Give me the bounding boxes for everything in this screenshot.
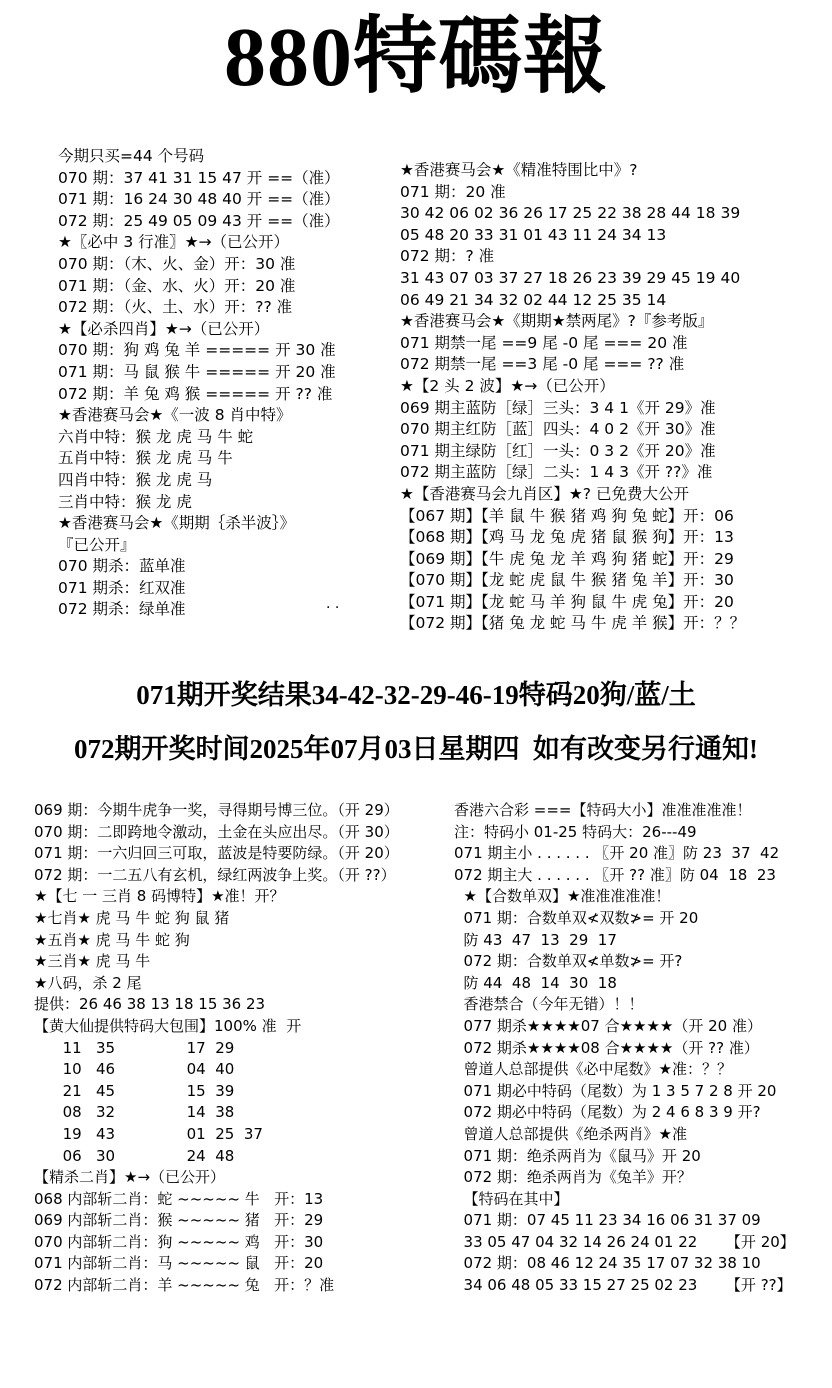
left-bottom-line: 提供：26 46 38 13 18 15 36 23: [34, 995, 266, 1014]
right-top-line: 【071 期】【龙 蛇 马 羊 狗 鼠 牛 虎 兔】开：20: [400, 592, 734, 611]
left-top-line: 六肖中特：猴 龙 虎 马 牛 蛇: [58, 427, 254, 446]
left-bottom-line: 072 内部斩二肖：羊 ~~~~~ 兔 开：？准: [34, 1276, 335, 1295]
right-top-line: 【069 期】【牛 虎 兔 龙 羊 鸡 狗 猪 蛇】开：29: [400, 549, 734, 568]
right-top-line: 【067 期】【羊 鼠 牛 猴 猪 鸡 狗 兔 蛇】开：06: [400, 506, 734, 525]
right-top-line: ★香港赛马会★《精准特围比中》?: [400, 161, 638, 179]
left-bottom-line: 08 32 14 38: [34, 1103, 235, 1122]
left-bottom-line: 19 43 01 25 37: [34, 1124, 263, 1143]
left-bottom-line: ★【七 一 三肖 8 码博特】★准！开？: [34, 887, 285, 906]
right-top-line: 071 期：20 准: [400, 182, 506, 201]
left-bottom-line: 06 30 24 48: [34, 1146, 235, 1165]
right-bottom-line: 注：特码小 01-25 特码大：26---49: [454, 822, 697, 841]
page-title: 880特碼報: [223, 11, 608, 104]
right-top-line: 071 期主绿防［红］一头：0 3 2《开 20》准: [400, 441, 716, 460]
right-top-line: ★【香港赛马会九肖区】★? 已免费大公开: [400, 484, 689, 503]
notice-line: 072期开奖时间2025年07月03日星期四 如有改变另行通知!: [74, 734, 758, 764]
right-top-line: 072 期：? 准: [400, 247, 495, 266]
left-top-line: 072 期：25 49 05 09 43 开 ==（准）: [58, 211, 340, 230]
left-top-line: 071 期：16 24 30 48 40 开 ==（准）: [58, 190, 340, 209]
right-top-line: ★【2 头 2 波】★→（已公开）: [400, 376, 615, 395]
left-top-line: 070 期：37 41 31 15 47 开 ==（准）: [58, 168, 340, 187]
right-bottom-line: ★【合数单双】★准准准准准！: [454, 887, 671, 906]
stray-dots: . .: [326, 596, 340, 612]
left-bottom-line: 072 期：一二五八有玄机，绿红两波争上奖。（开 ??）: [34, 865, 396, 884]
result-line: 071期开奖结果34-42-32-29-46-19特码20狗/蓝/土: [136, 680, 696, 710]
right-top-column: [400, 160, 830, 635]
right-bottom-line: 071 期主小 . . . . . . 〖开 20 准〗防 23 37 42: [454, 844, 780, 863]
left-top-line: ★香港赛马会★《一波 8 肖中特》: [58, 406, 292, 425]
right-top-line: ★香港赛马会★《期期★禁两尾》?『参考版』: [400, 312, 714, 331]
right-top-line: 05 48 20 33 31 01 43 11 24 34 13: [400, 225, 667, 244]
right-bottom-line: 33 05 47 04 32 14 26 24 01 22 【开 20】: [454, 1232, 795, 1251]
right-top-line: 069 期主蓝防［绿］三头：3 4 1《开 29》准: [400, 398, 716, 417]
left-top-line: 071 期杀：红双准: [58, 578, 186, 597]
right-bottom-line: 071 期：绝杀两肖为《鼠马》开 20: [454, 1146, 701, 1165]
left-top-line: 071 期：马 鼠 猴 牛 ===== 开 20 准: [58, 362, 336, 381]
right-bottom-line: 香港六合彩 ===【特码大小】准准准准准！: [454, 801, 752, 819]
left-top-line: 三肖中特：猴 龙 虎: [58, 492, 192, 511]
right-top-line: 072 期主蓝防［绿］二头：1 4 3《开 ??》准: [400, 463, 713, 482]
left-bottom-line: ★三肖★ 虎 马 牛: [34, 952, 151, 971]
right-top-line: 072 期禁一尾 ==3 尾 -0 尾 === ?? 准: [400, 355, 685, 374]
right-top-line: 【072 期】【猪 兔 龙 蛇 马 牛 虎 羊 猴】开：？？: [400, 614, 746, 633]
left-bottom-line: 11 35 17 29: [34, 1038, 235, 1057]
right-top-line: 06 49 21 34 32 02 44 12 25 35 14: [400, 290, 667, 309]
right-bottom-line: 曾道人总部提供《绝杀两肖》★准: [454, 1124, 687, 1143]
left-top-line: 071 期：（金、水、火）开：20 准: [58, 276, 296, 295]
left-bottom-line: 071 期：一六归回三可取，蓝波是特要防绿。（开 20）: [34, 844, 399, 863]
right-bottom-line: 曾道人总部提供《必中尾数》★准：？？: [454, 1060, 732, 1079]
right-top-line: 070 期主红防［蓝］四头：4 0 2《开 30》准: [400, 420, 716, 439]
right-bottom-line: 072 期：08 46 12 24 35 17 07 32 38 10: [454, 1254, 761, 1273]
left-bottom-line: 【黄大仙提供特码大包围】100% 准 开: [34, 1016, 302, 1035]
left-bottom-line: 071 内部斩二肖：马 ~~~~~ 鼠 开：20: [34, 1254, 324, 1273]
left-top-line: ★香港赛马会★《期期｛杀半波｝》: [58, 514, 296, 533]
left-bottom-line: 10 46 04 40: [34, 1060, 235, 1079]
left-bottom-line: 068 内部斩二肖：蛇 ~~~~~ 牛 开：13: [34, 1189, 324, 1208]
right-bottom-line: 防 43 47 13 29 17: [454, 930, 617, 949]
left-top-line: 070 期：（木、火、金）开：30 准: [58, 254, 296, 273]
right-bottom-line: 072 期杀★★★★08 合★★★★（开 ?? 准）: [454, 1038, 759, 1057]
right-bottom-line: 防 44 48 14 30 18: [454, 973, 617, 992]
left-top-line: 今期只买=44 个号码: [58, 147, 205, 165]
right-bottom-line: 【特码在其中】: [454, 1189, 569, 1208]
right-top-line: 【068 期】【鸡 马 龙 兔 虎 猪 鼠 猴 狗】开：13: [400, 528, 734, 547]
right-bottom-line: 香港禁合（今年无错）！！: [454, 995, 644, 1014]
right-top-line: 30 42 06 02 36 26 17 25 22 38 28 44 18 39: [400, 204, 741, 223]
left-bottom-line: ★五肖★ 虎 马 牛 蛇 狗: [34, 930, 190, 949]
right-bottom-line: 072 期：合数单双≮单数≯= 开?: [454, 952, 683, 971]
right-top-line: 071 期禁一尾 ==9 尾 -0 尾 === 20 准: [400, 333, 688, 352]
left-bottom-line: 069 内部斩二肖：猴 ~~~~~ 猪 开：29: [34, 1211, 324, 1230]
left-bottom-line: 【精杀二肖】★→（已公开）: [34, 1168, 226, 1187]
left-bottom-line: 21 45 15 39: [34, 1081, 235, 1100]
right-bottom-line: 072 期：绝杀两肖为《兔羊》开？: [454, 1168, 692, 1187]
left-bottom-line: 070 期：二即跨地令激动，土金在头应出尽。（开 30）: [34, 822, 399, 841]
left-top-line: 五肖中特：猴 龙 虎 马 牛: [58, 449, 233, 468]
right-top-line: 【070 期】【龙 蛇 虎 鼠 牛 猴 猪 兔 羊】开：30: [400, 571, 734, 590]
right-bottom-line: 072 期必中特码（尾数）为 2 4 6 8 3 9 开?: [454, 1103, 761, 1122]
left-top-line: 072 期：羊 兔 鸡 猴 ===== 开 ?? 准: [58, 384, 333, 403]
right-bottom-line: 34 06 48 05 33 15 27 25 02 23 【开 ??】: [454, 1276, 792, 1295]
left-bottom-line: ★八码，杀 2 尾: [34, 973, 142, 992]
right-bottom-line: 077 期杀★★★★07 合★★★★（开 20 准）: [454, 1016, 762, 1035]
left-top-line: 072 期杀：绿单准: [58, 600, 186, 619]
right-top-line: 31 43 07 03 37 27 18 26 23 39 29 45 19 40: [400, 268, 741, 287]
right-bottom-line: 071 期必中特码（尾数）为 1 3 5 7 2 8 开 20: [454, 1081, 777, 1100]
right-bottom-line: 072 期主大 . . . . . . 〖开 ?? 准〗防 04 18 23: [454, 865, 776, 884]
left-top-column: [58, 146, 408, 621]
right-bottom-line: 071 期：合数单双≮双数≯= 开 20: [454, 908, 699, 927]
left-top-line: 070 期杀：蓝单准: [58, 557, 186, 576]
right-bottom-column: [454, 800, 832, 1297]
left-top-line: 070 期：狗 鸡 兔 羊 ===== 开 30 准: [58, 341, 336, 360]
left-top-line: 四肖中特：猴 龙 虎 马: [58, 470, 213, 489]
left-top-line: 『已公开』: [58, 535, 136, 554]
left-top-line: ★〖必中 3 行准〗★→（已公开）: [58, 233, 289, 252]
left-bottom-line: 070 内部斩二肖：狗 ~~~~~ 鸡 开：30: [34, 1232, 324, 1251]
left-bottom-column: [34, 800, 454, 1297]
left-bottom-line: 069 期：今期牛虎争一奖，寻得期号博三位。（开 29）: [34, 801, 399, 819]
left-top-line: ★【必杀四肖】★→（已公开）: [58, 319, 270, 338]
left-top-line: 072 期：（火、土、水）开：?? 准: [58, 298, 293, 317]
right-bottom-line: 071 期：07 45 11 23 34 16 06 31 37 09: [454, 1211, 761, 1230]
left-bottom-line: ★七肖★ 虎 马 牛 蛇 狗 鼠 猪: [34, 908, 230, 927]
